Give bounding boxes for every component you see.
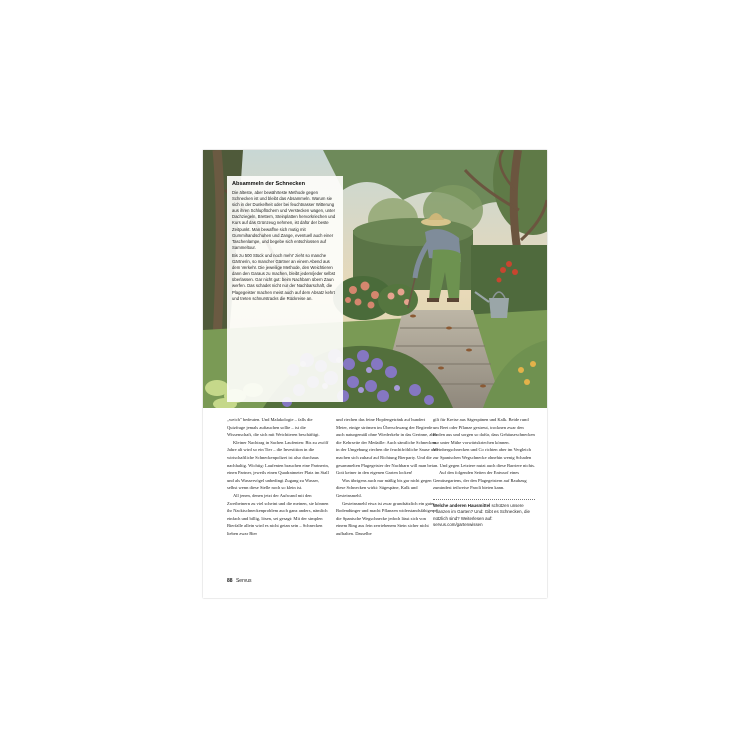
sidebar-paragraph-2: Bis zu 500 Stück und noch mehr' zieht so manche Gärtnerin, so mancher Gärtner an einem Abend aus dem Verkehr. Die jeweilige Methode, den Weichtieren dann den Garaus zu machen, bleibt jedem/jeder selbst überlassen. Gar nicht gut: beim Nachbarn übern Zaun werfen. Das schadet nicht nur der Nachbarschaft, die Plagegeister machen meist auch auf dem Absatz kehrt und treten schnurstracks die Rückreise an. (232, 252, 336, 301)
sidebar-heading: Absammeln der Schnecken (232, 181, 306, 187)
paragraph: gilt für Kreise aus Sägespänen und Kalk. Beide rund um Beet oder Pflanze gestreut, trocknen zwar den Boden aus und sorgen so dafür, dass Gehäuseschnecken nur unter Mühe vorwärtskriechen können. Weinbergschnecken und Co richten aber im Vergleich zur Spanischen Wegschnecke ohnehin wenig Schaden an. Und gegen Letztere nutzt auch diese Barriere nichts. (433, 417, 536, 468)
page-footer (227, 578, 252, 584)
tip-bold-lead: Welche anderen Hausmittel (433, 502, 491, 508)
text-column-3 (433, 416, 535, 529)
paragraph: und riechen das feine Hopfengetränk auf hundert Meter, einige strömen im Überschwang der Begierde auch naturgemäß ohne Wiederkehr in das Gerinne, aber die Kehrseite der Medaille: Auch sämtliche Schnecken in der Umgebung riechen die feuchtfröhliche Sause und machen sich zuhauf auf Richtung Bierparty. Und die gesammelten Plagegeister der Nachbarn will man bei Gott keiner in den eigenen Garten locken! (336, 417, 438, 476)
text-column-2 (336, 416, 438, 538)
paragraph: Was übrigens auch nur mäßig bis gar nicht gegen diese Schnecken wirkt: Sägespäne, Kalk und Gesteinsmehl. (336, 477, 432, 498)
magazine-name: Servus (235, 578, 252, 584)
read-more-tip (433, 503, 535, 529)
sidebar-box (227, 176, 343, 402)
page-number: 88 (227, 578, 233, 584)
paragraph: „weich" bedeuten. Und Malakologie – falls die Quizfrage jemals auftauchen sollte – ist die Wissenschaft, die sich mit Weichtieren beschäftigt. (227, 417, 320, 438)
paragraph: Kleiner Nachtrag in Sachen Laufenten: Bis zu zwölf Jahre alt wird so ein Tier – die Investition in die wirtschaftliche Schneckenpolizei ist also durchaus nachhaltig. Wichtig: Laufenten brauchen eine Partnerin, einen Partner, jeweils einen Quadratmeter Platz im Stall und als Wasservögel unbedingt Zugang zu Wasser, selbst wenn diese Stelle noch so klein ist. (227, 439, 329, 491)
paragraph: Gesteinsmehl etwa ist zwar grundsätzlich ein guter Bodendünger und macht Pflanzen widerstandsfähiger, die Spanische Wegschnecke jedoch lässt sich von einem Ring aus fein zerriebenem Stein sicher nicht aufhalten. Dasselbe (336, 500, 435, 536)
paragraph: Auf den folgenden Seiten der Entwurf eines Gemüsegartens, der den Plagegeistern auf Raubzug zumindest teilweise Paroli bieten kann. (433, 470, 527, 491)
sidebar-paragraph-1: Die älteste, aber bewährteste Methode gegen Schnecken ist und bleibt das Absammeln. Warum sie sich in der Dunkelheit oder bei feuchtnasser Witterung aus ihren Schlupflöchern und Verstecken wagen, unter Dachziegeln, Brettern, Steinplatten hervorkriechen und Kurs auf das Grünzeug nehmen, ist dafür der beste Zeitpunkt. Man bewaffne sich mutig mit Gummihandschuhen und Zange, eventuell auch einer Taschenlampe, und begebe sich entschlossen auf Sammeltour. (232, 190, 336, 250)
paragraph: All jenen, denen jetzt der Aufwand mit den Zweibeinern zu viel scheint und die meinen, sie können ihr Nacktschneckenproblem auch ganz anders, nämlich einfach und billig, lösen, sei gesagt: Mit der simplen Bierfalle allein wird es nicht getan sein – Schnecken lieben zwar Bier (227, 492, 329, 536)
text-column-1 (227, 416, 329, 538)
tip-text: schützen unsere Pflanzen im Garten? Und: Gibt es Schnecken, die nützlich sind? Weiterlesen auf: servus.com/gartenwissen (433, 502, 530, 528)
magazine-page (203, 150, 547, 598)
